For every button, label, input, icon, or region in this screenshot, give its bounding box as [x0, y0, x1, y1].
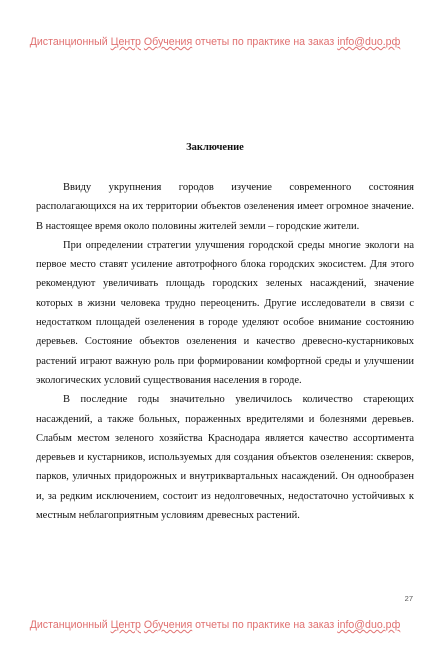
watermark-bottom: Дистанционный Центр Обучения отчеты по практике на заказ info@duo.рф [29, 619, 401, 631]
paragraph: В последние годы значительно увеличилось количество стареющих насаждений, а также больных, пораженных вредителями и болезнями деревьев. Слабым местом зеленого хозяйства Краснодара является качество ассортимента деревьев и кустарников, используемых для создания объектов озеленения: скверов, парков, уличных придорожных и внутриквартальных насаждений. Он однообразен и, за редким исключением, состоит из недолговечных, недостаточно устойчивых к местным неблагоприятным условиям древесных растений. [36, 394, 414, 522]
paragraph: При определении стратегии улучшения городской среды многие экологи на первое место ставят усиление автотрофного блока городских экосистем. Для этого рекомендуют увеличивать площадь городских зеленых насаждений, значение которых в жизни человека трудно переоценить. Другие исследователи в связи с недостатком площадей озеленения в городе уделяют особое внимание состоянию деревьев. Состояние объектов озеленения и качество древесно-кустарниковых растений играют важную роль при формировании комфортной среды и улучшении экологических условий существования населения в городе. [36, 239, 414, 386]
watermark-top: Дистанционный Центр Обучения отчеты по практике на заказ info@duo.рф [29, 36, 401, 48]
body-text [36, 178, 414, 525]
page-title: Заключение [186, 142, 244, 153]
paragraph: Ввиду укрупнения городов изучение современного состояния располагающихся на их территории объектов озеленения имеет огромное значение. В настоящее время около половины жителей земли – городские жители. [36, 182, 414, 232]
page-number: 27 [404, 594, 413, 603]
